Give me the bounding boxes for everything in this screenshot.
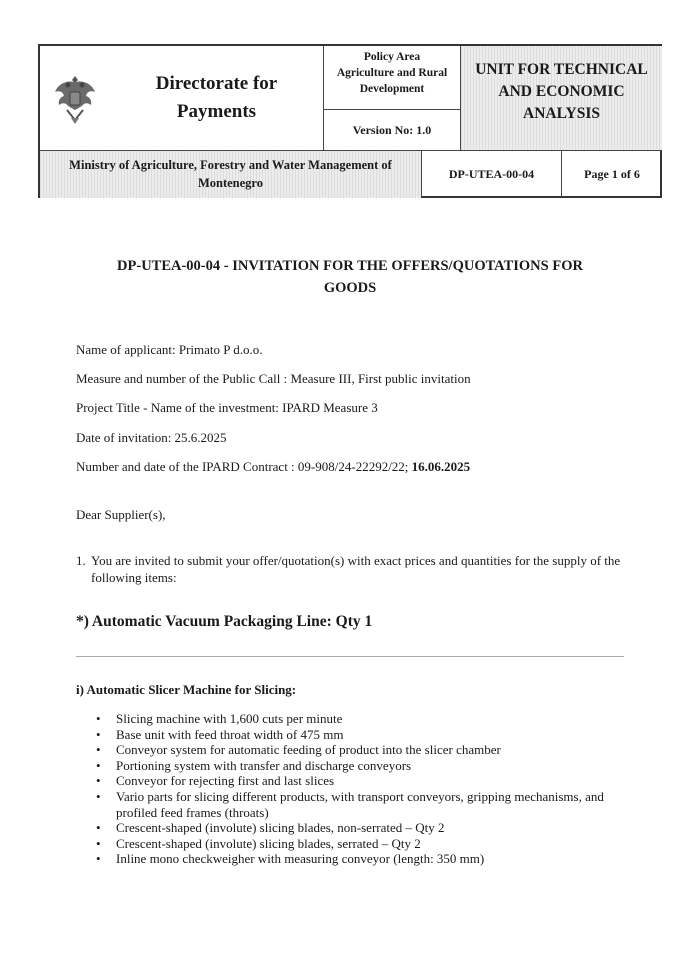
directorate-title bbox=[110, 46, 324, 150]
measure-field: Measure and number of the Public Call : Measure III, First public invitation bbox=[76, 371, 471, 386]
double-headed-eagle-icon bbox=[52, 70, 98, 126]
item-title: *) Automatic Vacuum Packaging Line: Qty 1 bbox=[76, 613, 373, 630]
contract-date: 16.06.2025 bbox=[411, 459, 471, 474]
list-item: • Vario parts for slicing different products, with transport conveyors, gripping mechanisms, and profiled feed frames (throats) bbox=[96, 789, 616, 820]
list-item: • Base unit with feed throat width of 475 mm bbox=[96, 727, 616, 743]
policy-area-line-2: Agriculture and Rural bbox=[336, 67, 448, 79]
unit-line-1: UNIT FOR TECHNICAL bbox=[475, 61, 648, 78]
document-code-cell: DP-UTEA-00-04 bbox=[422, 150, 562, 198]
policy-area-cell bbox=[324, 46, 461, 110]
list-item: • Conveyor system for automatic feeding of product into the slicer chamber bbox=[96, 742, 616, 758]
policy-area-line-3: Development bbox=[359, 83, 425, 95]
contract-field bbox=[76, 459, 470, 475]
document-header-table bbox=[38, 44, 662, 198]
list-item: • Inline mono checkweigher with measuring conveyor (length: 350 mm) bbox=[96, 851, 616, 867]
divider bbox=[76, 656, 624, 657]
coat-of-arms-logo bbox=[40, 46, 110, 150]
project-field: Project Title - Name of the investment: IPARD Measure 3 bbox=[76, 400, 378, 415]
ministry-cell bbox=[40, 150, 422, 198]
contract-number: Number and date of the IPARD Contract : 09-908/24-22292/22; bbox=[76, 459, 412, 474]
unit-cell bbox=[461, 46, 662, 150]
intro-number: 1. bbox=[76, 553, 86, 568]
list-item: • Portioning system with transfer and discharge conveyors bbox=[96, 758, 616, 774]
intro-text: You are invited to submit your offer/quotation(s) with exact prices and quantities for the supply of the following items: bbox=[91, 553, 621, 585]
list-item: • Slicing machine with 1,600 cuts per minute bbox=[96, 711, 616, 727]
version-cell: Version No: 1.0 bbox=[324, 110, 461, 150]
ministry-line-1: Ministry of Agriculture, Forestry and Water Management of bbox=[69, 158, 392, 172]
list-item: • Crescent-shaped (involute) slicing blades, serrated – Qty 2 bbox=[96, 836, 616, 852]
title-line-1: DP-UTEA-00-04 - INVITATION FOR THE OFFERS/QUOTATIONS FOR bbox=[117, 258, 583, 274]
unit-line-3: ANALYSIS bbox=[523, 105, 600, 122]
list-item: • Conveyor for rejecting first and last slices bbox=[96, 773, 616, 789]
list-item: • Crescent-shaped (involute) slicing blades, non-serrated – Qty 2 bbox=[96, 820, 616, 836]
applicant-field: Name of applicant: Primato P d.o.o. bbox=[76, 342, 263, 357]
title-line-2: GOODS bbox=[323, 280, 377, 296]
unit-line-2: AND ECONOMIC bbox=[498, 83, 625, 100]
policy-area-line-1: Policy Area bbox=[363, 51, 421, 63]
subsection-title: i) Automatic Slicer Machine for Slicing: bbox=[76, 682, 297, 697]
specification-list bbox=[96, 711, 616, 867]
date-field: Date of invitation: 25.6.2025 bbox=[76, 430, 227, 445]
ministry-line-2: Montenegro bbox=[197, 176, 264, 190]
directorate-line-2: Payments bbox=[176, 101, 257, 122]
directorate-line-1: Directorate for bbox=[155, 73, 278, 94]
greeting: Dear Supplier(s), bbox=[76, 507, 166, 522]
intro-paragraph bbox=[76, 552, 636, 586]
page-number-cell: Page 1 of 6 bbox=[562, 150, 662, 198]
document-title bbox=[80, 255, 620, 299]
